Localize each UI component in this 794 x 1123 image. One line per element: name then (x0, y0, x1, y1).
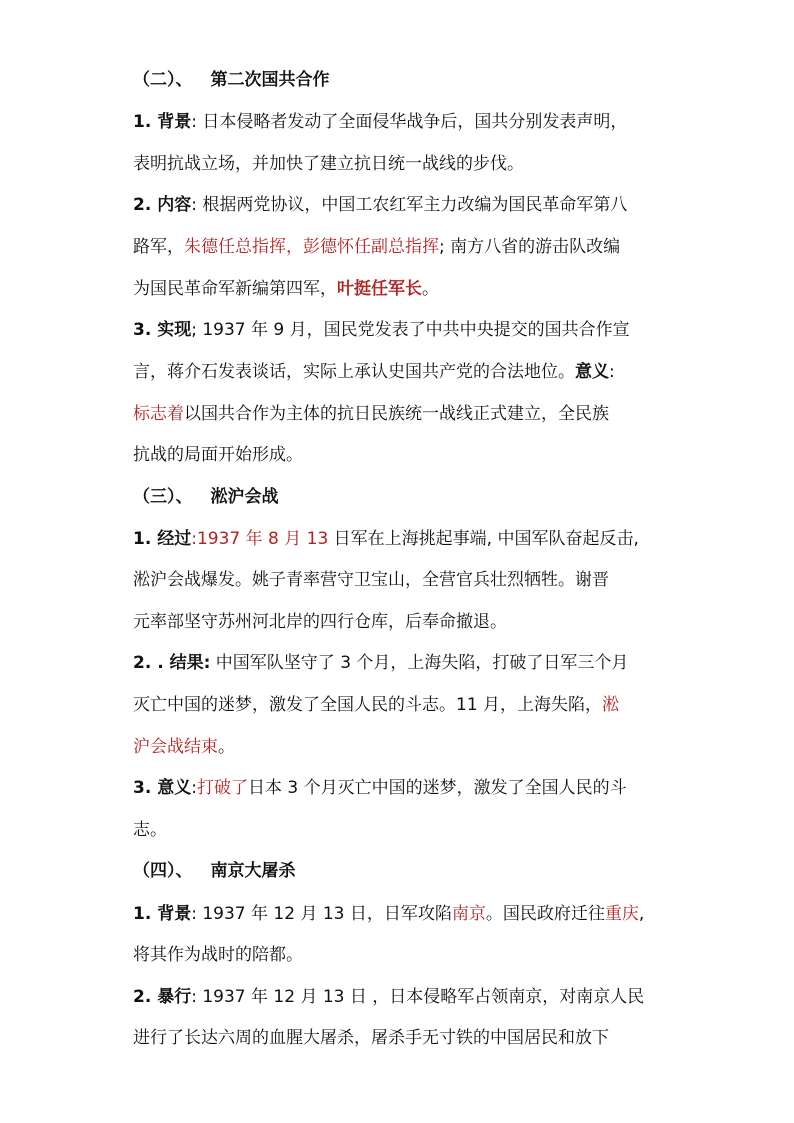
text-span: 表明抗战立场，并加快了建立抗日统一战线的步伐。 (133, 154, 524, 174)
highlight-text: 标志着 (133, 404, 184, 424)
section-title: 南京大屠杀 (210, 861, 296, 881)
section-number: （二）、 (133, 70, 193, 90)
text-span: 进行了长达六周的血腥大屠杀，屠杀手无寸铁的中国居民和放下 (133, 1028, 609, 1048)
section-heading-2 (133, 68, 330, 92)
text-span: : 1937 年 12 月 13 日 ，日本侵略军占领南京，对南京人民 (191, 987, 645, 1007)
text-span: 将其作为战时的陪都。 (133, 945, 303, 965)
text-span: 灭亡中国的迷梦，激发了全国人民的斗志。11 月，上海失陷， (133, 695, 603, 715)
section-number: （三）、 (133, 487, 193, 507)
text-span: 言，蒋介石发表谈话，实际上承认史国共产党的合法地位。 (133, 362, 575, 382)
paragraph-line (133, 776, 627, 800)
text-span: : (191, 778, 197, 798)
item-label: 3. 意义 (133, 778, 192, 798)
highlight-text: 朱德任总指挥，彭德怀任副总指挥 (184, 237, 439, 257)
paragraph-line (133, 110, 627, 134)
section-number: （四）、 (133, 861, 193, 881)
paragraph-line (133, 735, 235, 759)
paragraph-line (133, 610, 507, 634)
paragraph-line (133, 402, 609, 426)
item-label: 2. 暴行 (133, 987, 192, 1007)
highlight-text: 1937 年 8 月 13 (196, 529, 329, 549)
item-label: 1. 背景 (133, 904, 192, 924)
text-span: ; 南方八省的游击队改编 (439, 237, 621, 257)
paragraph-line (133, 693, 619, 717)
text-span: 为国民革命军新编第四军， (133, 279, 337, 299)
text-span: 抗战的局面开始形成。 (133, 445, 303, 465)
text-span: 。 (422, 279, 439, 299)
paragraph-line (133, 277, 439, 301)
text-span: 淞沪会战爆发。姚子青率营守卫宝山，全营官兵壮烈牺牲。谢晋 (133, 570, 609, 590)
item-label: 1. 经过 (133, 529, 192, 549)
text-span: 以国共合作为主体的抗日民族统一战线正式建立，全民族 (184, 404, 609, 424)
paragraph-line (133, 568, 609, 592)
text-span: 日本 3 个月灭亡中国的迷梦，激发了全国人民的斗 (247, 778, 627, 798)
paragraph-line (133, 360, 615, 384)
text-span: 志。 (133, 820, 167, 840)
paragraph-line (133, 193, 627, 217)
highlight-text: 南京 (451, 904, 486, 924)
text-span: : (191, 529, 197, 549)
item-label: 意义 (575, 362, 609, 382)
highlight-text: 沪会战结束 (133, 737, 218, 757)
item-label: 2. . 结果: (133, 653, 211, 673)
paragraph-line (133, 152, 524, 176)
text-span: 。国民政府迁往 (485, 904, 605, 924)
paragraph-line (133, 318, 630, 342)
paragraph-line (133, 943, 303, 967)
text-span: : (609, 362, 615, 382)
item-label: 1. 背景 (133, 112, 192, 132)
paragraph-line (133, 235, 620, 259)
highlight-text: 叶挺任军长 (337, 279, 422, 299)
text-span: 日军在上海挑起事端, 中国军队奋起反击, (328, 529, 639, 549)
item-label: 2. 内容 (133, 195, 192, 215)
paragraph-line (133, 818, 167, 842)
text-span: , (638, 904, 645, 924)
highlight-text: 淞 (602, 695, 620, 715)
text-span: : 日本侵略者发动了全面侵华战争后，国共分别发表声明， (191, 112, 628, 132)
paragraph-line (133, 985, 644, 1009)
text-span: 元率部坚守苏州河北岸的四行仓库，后奉命撤退。 (133, 612, 507, 632)
highlight-text: 打破了 (196, 778, 248, 798)
paragraph-line (133, 527, 639, 551)
text-span: ; 1937 年 9 月，国民党发表了中共中央提交的国共合作宣 (191, 320, 630, 340)
highlight-text: 重庆 (604, 904, 639, 924)
section-title: 第二次国共合作 (210, 70, 330, 90)
paragraph-line (133, 902, 644, 926)
text-span: 中国军队坚守了 3 个月，上海失陷，打破了日军三个月 (210, 653, 629, 673)
paragraph-line (133, 1026, 609, 1050)
text-span: : 1937 年 12 月 13 日，日军攻陷 (191, 904, 452, 924)
text-span: 。 (218, 737, 235, 757)
paragraph-line (133, 651, 628, 675)
paragraph-line (133, 443, 303, 467)
section-title: 淞沪会战 (210, 487, 279, 507)
text-span: : 根据两党协议，中国工农红军主力改编为国民革命军第八 (191, 195, 628, 215)
section-heading-3 (133, 485, 279, 509)
item-label: 3. 实现 (133, 320, 192, 340)
section-heading-4 (133, 859, 296, 883)
text-span: 路军， (133, 237, 184, 257)
